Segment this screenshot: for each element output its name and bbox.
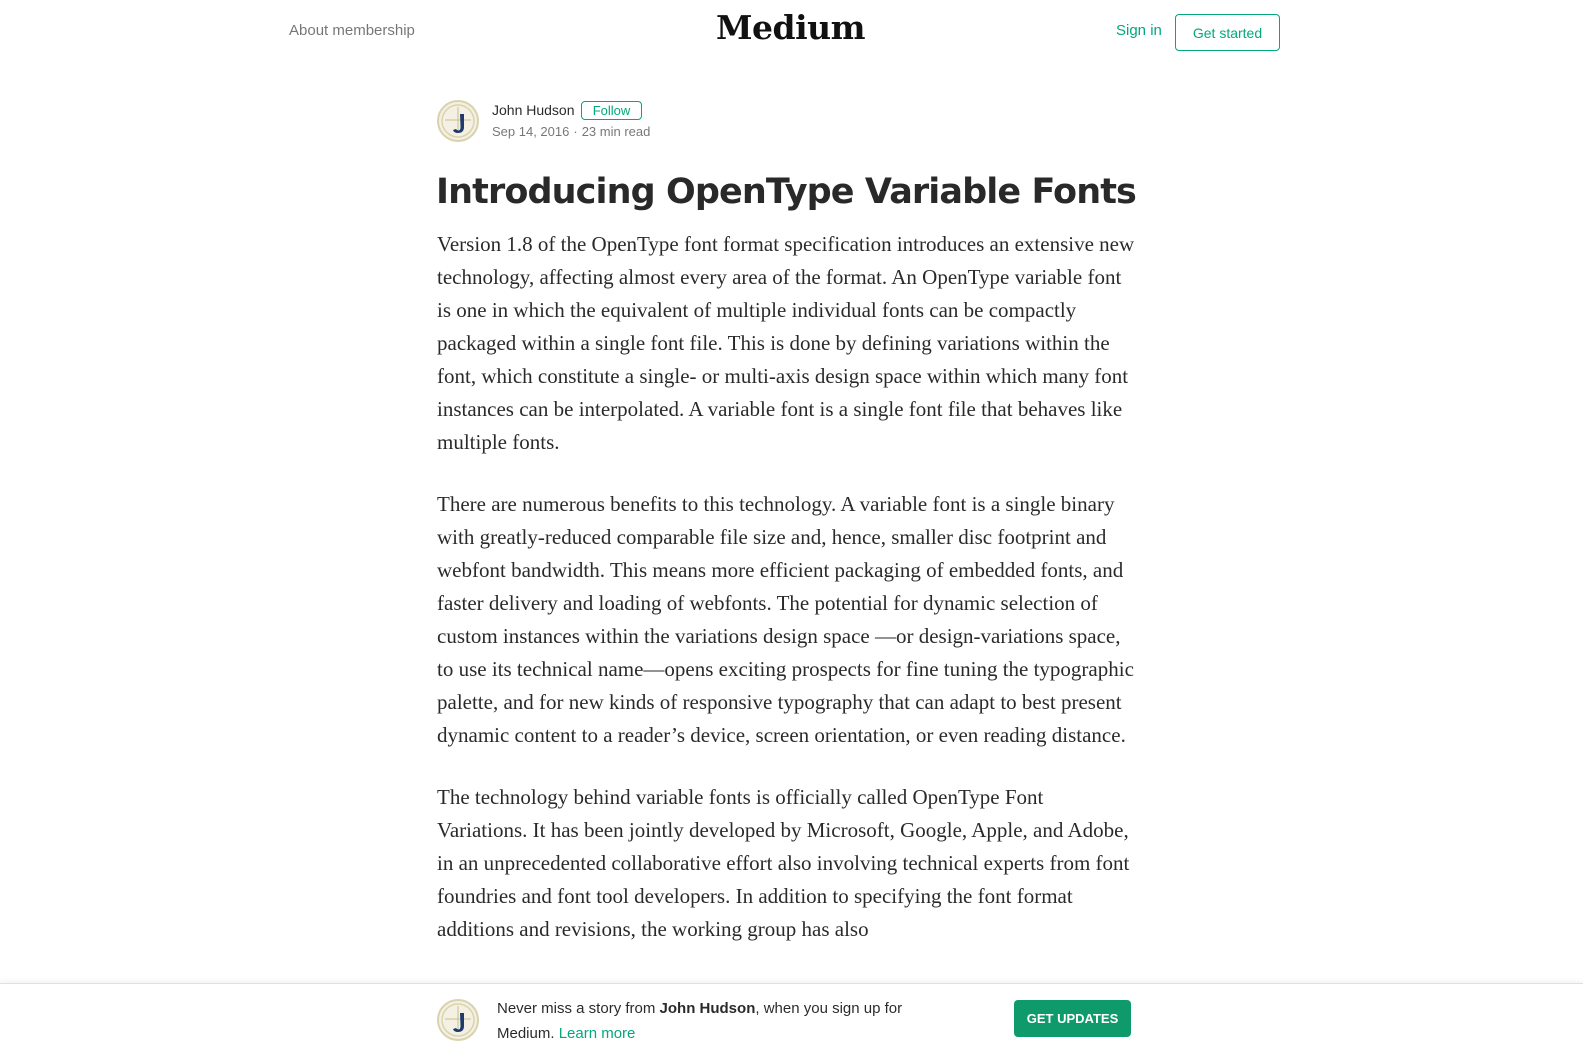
article-title: Introducing OpenType Variable Fonts: [436, 172, 1136, 212]
banner-author-avatar[interactable]: [437, 999, 479, 1041]
j-monogram-avatar-icon: [439, 1001, 477, 1039]
banner-author-name: John Hudson: [659, 1000, 756, 1017]
author-name-link[interactable]: John Hudson: [492, 102, 575, 118]
meta-separator: ·: [573, 124, 578, 139]
get-started-button[interactable]: Get started: [1175, 14, 1280, 51]
learn-more-link[interactable]: Learn more: [558, 1025, 636, 1042]
signup-banner: [0, 983, 1583, 1063]
get-updates-button[interactable]: GET UPDATES: [1014, 1000, 1131, 1037]
about-membership-link[interactable]: About membership: [289, 22, 415, 39]
article-body: [437, 228, 1137, 975]
top-bar: [0, 0, 1583, 66]
follow-button[interactable]: Follow: [581, 101, 642, 120]
banner-message: [497, 996, 937, 1046]
medium-logo[interactable]: Medium: [716, 8, 866, 47]
sign-in-link[interactable]: Sign in: [1116, 22, 1162, 39]
banner-text-suffix: , when you sign up for Medium.: [497, 1000, 903, 1042]
article-paragraph: There are numerous benefits to this technology. A variable font is a single binary with greatly-reduced comparable file size and, hence, smaller disc footprint and webfont bandwidth. This means more efficient packaging of embedded fonts, and faster delivery and loading of webfonts. The potential for dynamic selection of custom instances within the variations design space —or design-variations space, to use its technical name—opens exciting prospects for fine tuning the typographic palette, and for new kinds of responsive typography that can adapt to best present dynamic content to a reader’s device, screen orientation, or even reading distance.: [437, 492, 1134, 747]
article-paragraph: The technology behind variable fonts is officially called OpenType Font Variations. It has been jointly developed by Microsoft, Google, Apple, and Adobe, in an unprecedented collaborative effort also involving technical experts from font foundries and font tool developers. In addition to specifying the font format additions and revisions, the working group has also: [437, 785, 1130, 941]
post-meta: [492, 124, 650, 139]
banner-text-prefix: Never miss a story from: [497, 1000, 660, 1017]
author-avatar[interactable]: [437, 100, 479, 142]
article-paragraph: Version 1.8 of the OpenType font format specification introduces an extensive new technology, affecting almost every area of the format. An OpenType variable font is one in which the equivalent of multiple individual fonts can be compactly packaged within a single font file. This is done by defining variations within the font, which constitute a single- or multi-axis design space within which many font instances can be interpolated. A variable font is a single font file that behaves like multiple fonts.: [437, 232, 1135, 454]
j-monogram-avatar-icon: [439, 102, 477, 140]
post-date: Sep 14, 2016: [492, 124, 570, 139]
read-time: 23 min read: [581, 124, 651, 139]
